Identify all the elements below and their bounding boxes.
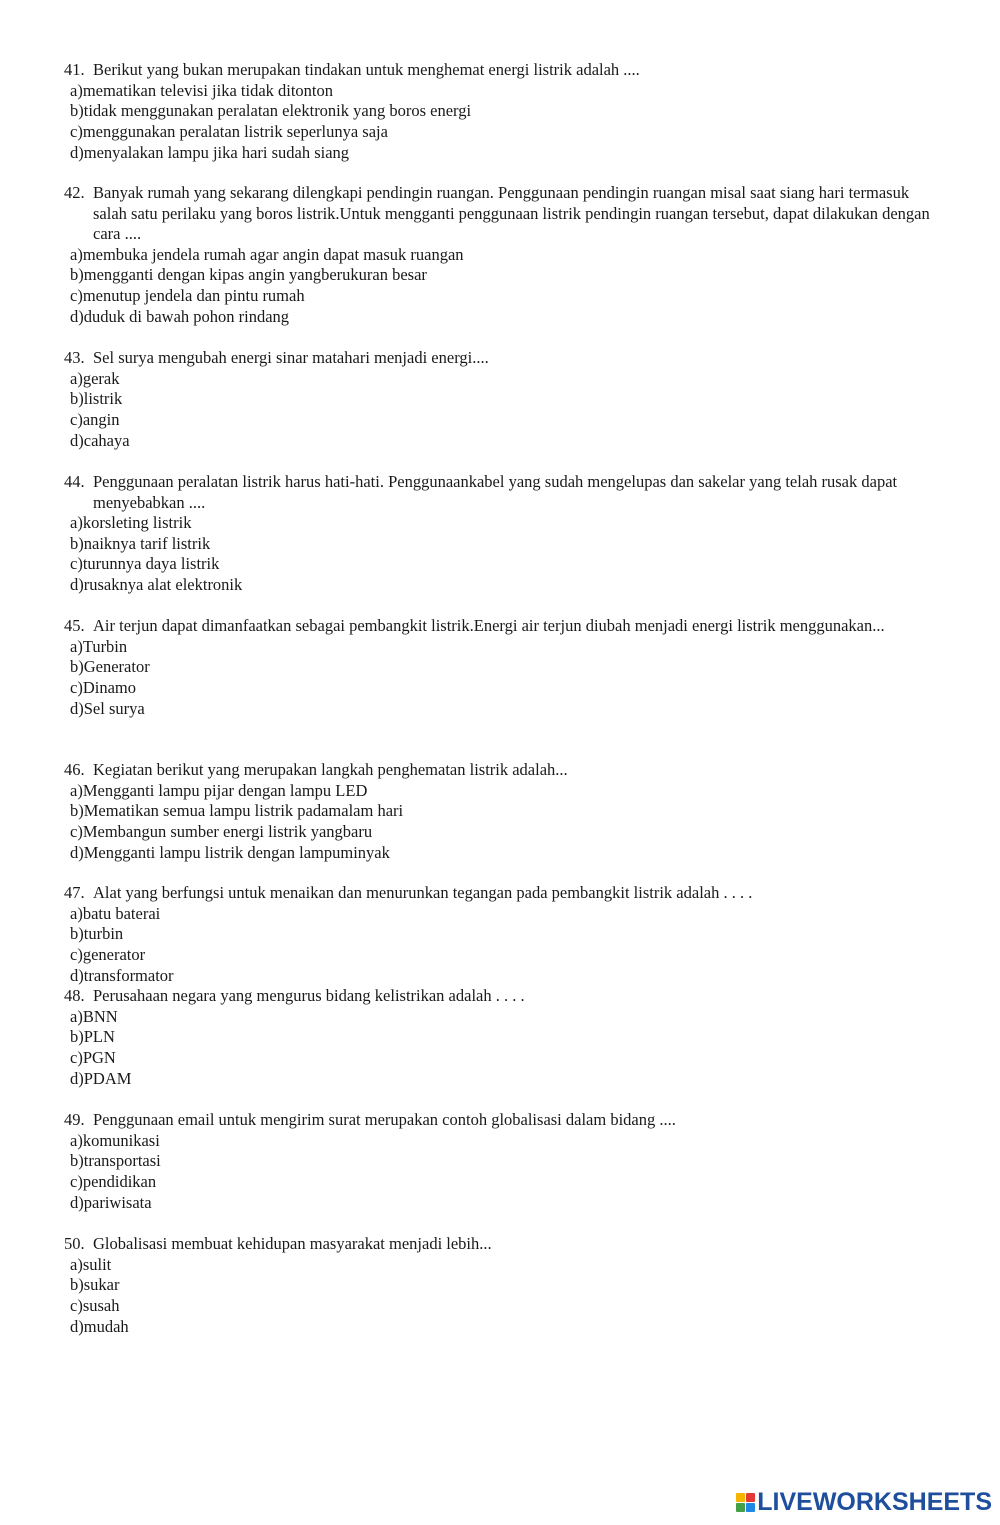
logo-tile: [736, 1493, 745, 1502]
question-number: 43.: [64, 348, 85, 367]
option-c[interactable]: c)menutup jendela dan pintu rumah: [70, 285, 305, 305]
option-c[interactable]: c)angin: [70, 409, 120, 429]
option-b[interactable]: b)Generator: [70, 657, 150, 677]
option-a[interactable]: a)batu baterai: [70, 903, 161, 923]
question-number: 50.: [64, 1234, 85, 1253]
option-a[interactable]: a)membuka jendela rumah agar angin dapat masuk ruangan: [70, 244, 464, 264]
option-b[interactable]: b)listrik: [70, 389, 123, 409]
option-b[interactable]: b)transportasi: [70, 1151, 161, 1171]
option-a[interactable]: a)sulit: [70, 1254, 112, 1274]
option-d[interactable]: d)transformator: [70, 965, 174, 985]
option-d[interactable]: d)rusaknya alat elektronik: [70, 575, 243, 595]
question-number: 46.: [64, 760, 85, 779]
option-c[interactable]: c)Membangun sumber energi listrik yangbaru: [70, 821, 373, 841]
option-d[interactable]: d)PDAM: [70, 1068, 132, 1088]
option-d[interactable]: d)pariwisata: [70, 1192, 152, 1212]
option-b[interactable]: b)Mematikan semua lampu listrik padamalam hari: [70, 801, 404, 821]
option-a[interactable]: a)gerak: [70, 368, 120, 388]
option-c[interactable]: c)PGN: [70, 1047, 116, 1067]
question-text: Berikut yang bukan merupakan tindakan untuk menghemat energi listrik adalah ....: [93, 60, 640, 79]
option-c[interactable]: c)Dinamo: [70, 677, 136, 697]
question-number: 42.: [64, 183, 85, 202]
option-d[interactable]: d)menyalakan lampu jika hari sudah siang: [70, 142, 350, 162]
question-text: Perusahaan negara yang mengurus bidang kelistrikan adalah . . . .: [93, 986, 525, 1005]
question-number: 41.: [64, 60, 85, 79]
question-50: [0, 1234, 1000, 1337]
option-b[interactable]: b)mengganti dengan kipas angin yangberukuran besar: [70, 265, 427, 285]
option-a[interactable]: a)Mengganti lampu pijar dengan lampu LED: [70, 780, 368, 800]
option-a[interactable]: a)BNN: [70, 1006, 118, 1026]
option-c[interactable]: c)turunnya daya listrik: [70, 554, 220, 574]
option-b[interactable]: b)PLN: [70, 1027, 115, 1047]
option-c[interactable]: c)susah: [70, 1295, 120, 1315]
question-number: 48.: [64, 986, 85, 1005]
question-44: [0, 472, 1000, 596]
question-43: [0, 348, 1000, 451]
option-c[interactable]: c)generator: [70, 944, 146, 964]
question-text: Kegiatan berikut yang merupakan langkah penghematan listrik adalah...: [93, 760, 568, 779]
option-c[interactable]: c)menggunakan peralatan listrik seperlunya saja: [70, 121, 388, 141]
option-a[interactable]: a)korsleting listrik: [70, 513, 192, 532]
option-c[interactable]: c)pendidikan: [70, 1171, 157, 1191]
question-number: 49.: [64, 1110, 85, 1129]
liveworksheets-icon: [736, 1493, 755, 1512]
logo-tile: [746, 1503, 755, 1512]
question-45: [0, 616, 1000, 719]
logo-text: LIVEWORKSHEETS: [757, 1488, 992, 1516]
option-a[interactable]: a)mematikan televisi jika tidak ditonton: [70, 80, 334, 100]
option-b[interactable]: b)naiknya tarif listrik: [70, 533, 211, 553]
option-b[interactable]: b)tidak menggunakan peralatan elektronik yang boros energi: [70, 101, 472, 121]
option-d[interactable]: d)cahaya: [70, 430, 130, 450]
question-text: Globalisasi membuat kehidupan masyarakat menjadi lebih...: [93, 1234, 492, 1253]
question-text: Penggunaan email untuk mengirim surat merupakan contoh globalisasi dalam bidang ....: [93, 1110, 676, 1129]
question-text: Alat yang berfungsi untuk menaikan dan menurunkan tegangan pada pembangkit listrik adalah . . . .: [93, 883, 753, 902]
question-text: Banyak rumah yang sekarang dilengkapi pendingin ruangan. Penggunaan pendingin ruangan misal saat siang hari termasuk salah satu perilaku yang boros listrik.Untuk mengganti penggunaan listrik pendingin ruangan tersebut, dapat dilakukan dengan cara ....: [93, 183, 930, 243]
question-41: [0, 60, 1000, 163]
question-49: [0, 1110, 1000, 1213]
question-42: [0, 183, 1000, 327]
option-a[interactable]: a)komunikasi: [70, 1130, 160, 1150]
option-d[interactable]: d)duduk di bawah pohon rindang: [70, 306, 290, 326]
question-text: Sel surya mengubah energi sinar matahari menjadi energi....: [93, 348, 489, 367]
option-b[interactable]: b)turbin: [70, 924, 124, 944]
question-number: 44.: [64, 472, 85, 491]
question-text: Air terjun dapat dimanfaatkan sebagai pembangkit listrik.Energi air terjun diubah menjadi energi listrik menggunakan...: [93, 616, 885, 635]
logo-tile: [736, 1503, 745, 1512]
question-46: [0, 760, 1000, 863]
option-b[interactable]: b)sukar: [70, 1275, 120, 1295]
logo-tile: [746, 1493, 755, 1502]
liveworksheets-logo: [736, 1488, 992, 1517]
question-number: 47.: [64, 883, 85, 902]
question-number: 45.: [64, 616, 85, 635]
option-d[interactable]: d)mudah: [70, 1316, 129, 1336]
option-d[interactable]: d)Sel surya: [70, 698, 145, 718]
question-48: [0, 986, 1000, 1089]
question-47: [0, 883, 1000, 986]
question-text: Penggunaan peralatan listrik harus hati-hati. Penggunaankabel yang sudah mengelupas dan sakelar yang telah rusak dapat menyebabkan ....: [93, 472, 898, 512]
option-d[interactable]: d)Mengganti lampu listrik dengan lampuminyak: [70, 842, 390, 862]
option-a[interactable]: a)Turbin: [70, 636, 128, 656]
